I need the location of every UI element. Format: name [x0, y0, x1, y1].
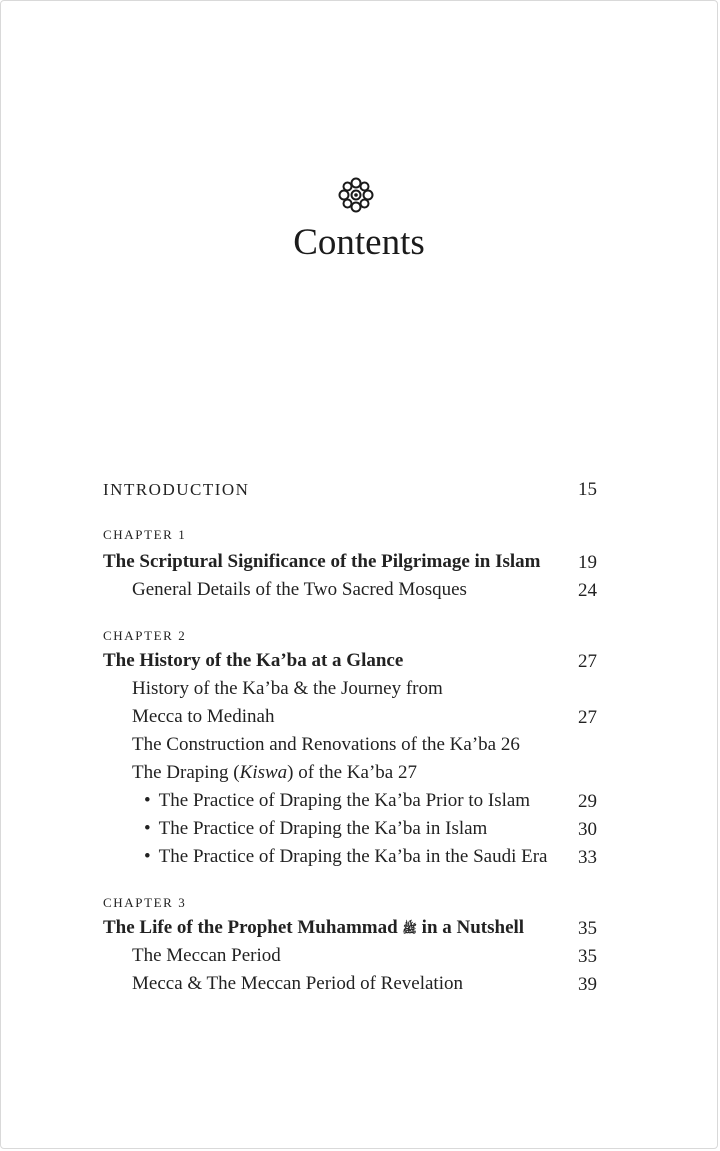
toc-bullet-item — [144, 817, 487, 841]
chapter-2-heading: CHAPTER 2 — [103, 628, 187, 643]
page-title: Contents — [293, 222, 425, 263]
toc-entry-label: The Construction and Renovations of the Ka’ba 26 — [132, 734, 520, 755]
toc-bullet-label: The Practice of Draping the Ka’ba in the Saudi Era — [158, 846, 548, 867]
chapter-2-title-page: 27 — [578, 651, 597, 672]
chapter-1-title-page: 19 — [578, 552, 597, 573]
toc-entry-label-italic: Kiswa — [239, 762, 288, 783]
toc-bullet-item — [144, 845, 547, 869]
toc-entry-label: Mecca to Medinah — [132, 706, 275, 727]
chapter-3-heading: CHAPTER 3 — [103, 895, 187, 910]
toc-bullet-label: The Practice of Draping the Ka’ba in Islam — [158, 818, 488, 839]
honorific-glyph: ﷺ — [402, 921, 417, 936]
floral-rosette-icon — [336, 175, 376, 215]
toc-bullet-page: 30 — [578, 819, 597, 840]
toc-bullet-page: 33 — [578, 847, 597, 868]
chapter-1-heading: CHAPTER 1 — [103, 527, 187, 542]
toc-introduction-page: 15 — [578, 479, 597, 500]
bullet-icon: • — [144, 846, 151, 867]
toc-bullet-item — [144, 789, 530, 813]
toc-entry-page: 24 — [578, 580, 597, 601]
toc-entry-label: History of the Ka’ba & the Journey from — [132, 678, 443, 699]
toc-entry-label: Mecca & The Meccan Period of Revelation — [132, 973, 463, 994]
chapter-3-title-pre: The Life of the Prophet Muhammad — [103, 917, 398, 938]
toc-bullet-label: The Practice of Draping the Ka’ba Prior to Islam — [158, 790, 531, 811]
toc-entry-label: General Details of the Two Sacred Mosques — [132, 579, 467, 600]
toc-entry-page: 27 — [578, 707, 597, 728]
toc-entry-label: The Meccan Period — [132, 945, 281, 966]
toc-entry-page: 35 — [578, 946, 597, 967]
chapter-2-title: The History of the Ka’ba at a Glance — [103, 650, 404, 671]
toc-entry-label-pre: The Draping ( — [132, 762, 240, 783]
toc-bullet-page: 29 — [578, 791, 597, 812]
bullet-icon: • — [144, 818, 151, 839]
toc-introduction-label: INTRODUCTION — [103, 480, 250, 499]
bullet-icon: • — [144, 790, 151, 811]
toc-entry-label — [132, 761, 417, 785]
chapter-3-title-page: 35 — [578, 918, 597, 939]
chapter-3-title-post: in a Nutshell — [421, 917, 525, 938]
chapter-1-title: The Scriptural Significance of the Pilgrimage in Islam — [103, 551, 541, 572]
chapter-3-title — [103, 916, 524, 941]
toc-entry-page: 39 — [578, 974, 597, 995]
toc-entry-label-post: ) of the Ka’ba 27 — [287, 762, 417, 783]
